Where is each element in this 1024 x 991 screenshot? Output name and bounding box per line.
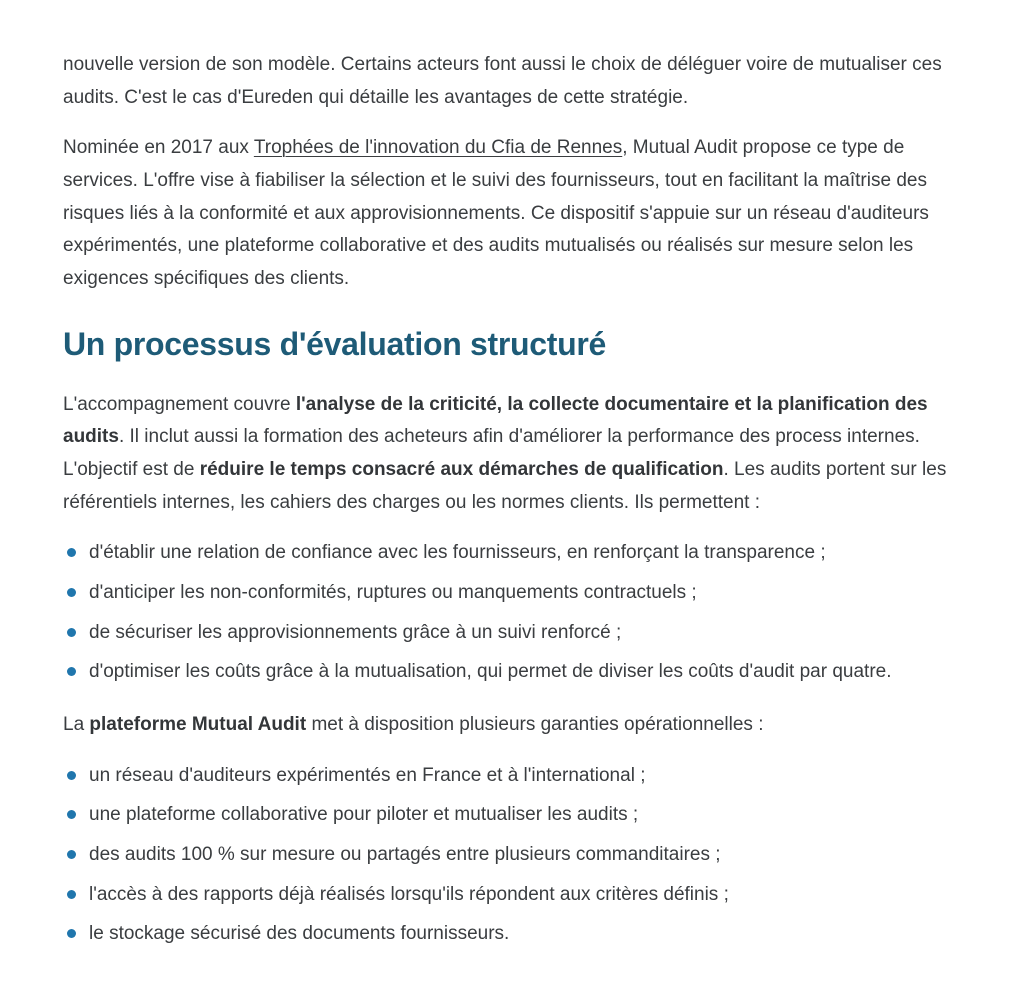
list-item (63, 617, 960, 650)
nomination-text-after: , Mutual Audit propose ce type de services. L'offre vise à fiabiliser la sélection et le suivi des fournisseurs, tout en facilitant la maîtrise des risques liés à la conformité et aux approvisionnements. Ce dispositif s'appuie sur un réseau d'auditeurs expérimentés, une plateforme collaborative et des audits mutualisés ou réalisés sur mesure selon les exigences spécifiques des clients. (63, 137, 929, 290)
list-item-text: de sécuriser les approvisionnements grâce à un suivi renforcé ; (89, 621, 622, 643)
list-item-text: un réseau d'auditeurs expérimentés en France et à l'international ; (89, 764, 646, 786)
list-item (63, 760, 960, 793)
bullet-icon (67, 810, 76, 819)
list-item (63, 799, 960, 832)
list-item-text: des audits 100 % sur mesure ou partagés entre plusieurs commanditaires ; (89, 844, 721, 866)
nomination-text-before: Nominée en 2017 aux (63, 137, 254, 159)
nomination-paragraph (63, 132, 960, 295)
list-item (63, 839, 960, 872)
list-item-text: d'établir une relation de confiance avec les fournisseurs, en renforçant la transparence ; (89, 542, 826, 564)
bullet-icon (67, 628, 76, 637)
list-item-text: l'accès à des rapports déjà réalisés lorsqu'ils répondent aux critères définis ; (89, 883, 729, 905)
process-bold-2: réduire le temps consacré aux démarches de qualification (199, 459, 724, 481)
bullet-icon (67, 890, 76, 899)
list-item-text: une plateforme collaborative pour piloter et mutualiser les audits ; (89, 804, 639, 826)
benefits-list (63, 537, 960, 689)
platform-bold: plateforme Mutual Audit (89, 714, 307, 736)
section-heading: Un processus d'évaluation structuré (63, 325, 607, 362)
bullet-icon (67, 929, 76, 938)
bullet-icon (67, 850, 76, 859)
intro-paragraph (63, 49, 960, 114)
process-bold-1: l'analyse de la criticité, la collecte documentaire et la planification des audits (63, 393, 928, 448)
list-item-text: d'optimiser les coûts grâce à la mutualisation, qui permet de diviser les coûts d'audit par quatre. (89, 661, 892, 683)
bullet-icon (67, 771, 76, 780)
intro-text: nouvelle version de son modèle. Certains acteurs font aussi le choix de déléguer voire de mutualiser ces audits. C'est le cas d'Eureden qui détaille les avantages de cette stratégie. (63, 54, 942, 108)
process-paragraph (63, 389, 960, 520)
list-item-text: le stockage sécurisé des documents fournisseurs. (89, 923, 510, 945)
guarantees-list (63, 760, 960, 951)
process-text-2: . Il inclut aussi la formation des acheteurs afin d'améliorer la performance des process internes. L'objectif est de (63, 426, 920, 481)
list-item (63, 537, 960, 570)
process-text-1: L'accompagnement couvre (63, 393, 296, 415)
list-item (63, 656, 960, 689)
bullet-icon (67, 548, 76, 557)
bullet-icon (67, 667, 76, 676)
list-item (63, 918, 960, 951)
list-item-text: d'anticiper les non-conformités, ruptures ou manquements contractuels ; (89, 582, 697, 604)
platform-paragraph (63, 709, 960, 742)
bullet-icon (67, 588, 76, 597)
cfia-rennes-link[interactable]: Trophées de l'innovation du Cfia de Rennes (253, 137, 623, 159)
list-item (63, 879, 960, 912)
platform-text-2: met à disposition plusieurs garanties opérationnelles : (306, 714, 764, 736)
process-text-3: . Les audits portent sur les référentiels internes, les cahiers des charges ou les normes clients. Ils permettent : (63, 459, 947, 513)
platform-text-1: La (63, 714, 90, 736)
list-item (63, 577, 960, 610)
